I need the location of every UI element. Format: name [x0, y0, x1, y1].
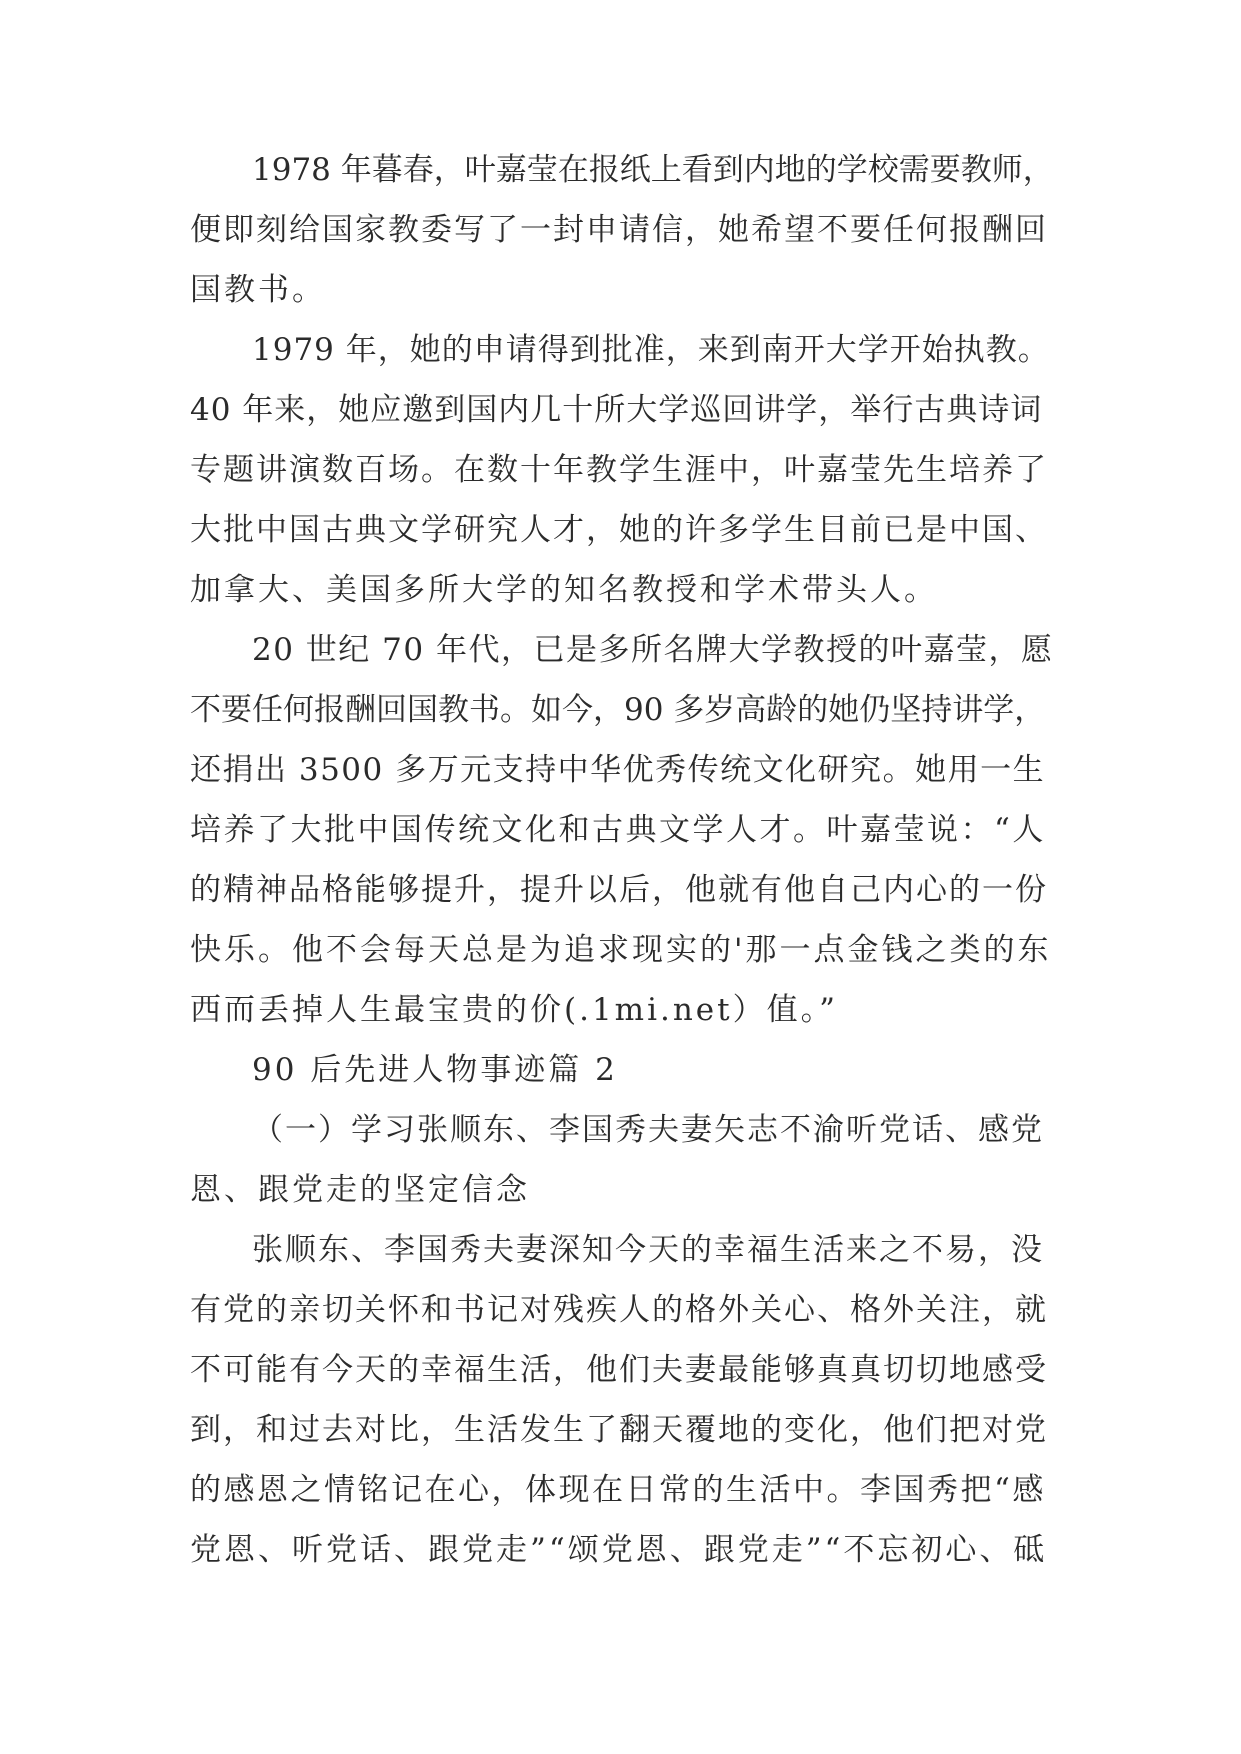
text-line: 党恩、听党话、跟党走”“颂党恩、跟党走”“不忘初心、砥: [190, 1532, 1048, 1568]
text-line: 1979 年，她的申请得到批准，来到南开大学开始执教。: [252, 332, 1050, 368]
subsection-heading: 恩、跟党走的坚定信念: [190, 1172, 530, 1208]
text-line: 的精神品格能够提升，提升以后，他就有他自己内心的一份: [190, 872, 1048, 908]
text-line: 西而丢掉人生最宝贵的价(.1mi.net）值。”: [190, 992, 838, 1028]
text-line: 20 世纪 70 年代，已是多所名牌大学教授的叶嘉莹，愿: [252, 632, 1054, 668]
text-line: 不要任何报酬回国教书。如今，90 多岁高龄的她仍坚持讲学，: [190, 692, 1046, 728]
text-line: 还捐出 3500 多万元支持中华优秀传统文化研究。她用一生: [190, 752, 1046, 788]
text-line: 快乐。他不会每天总是为追求现实的'那一点金钱之类的东: [190, 932, 1052, 968]
text-line: 到，和过去对比，生活发生了翻天覆地的变化，他们把对党: [190, 1412, 1048, 1448]
text-line: 1978 年暮春，叶嘉莹在报纸上看到内地的学校需要教师，: [252, 152, 1054, 188]
text-line: 大批中国古典文学研究人才，她的许多学生目前已是中国、: [190, 512, 1048, 548]
text-line: 张顺东、李国秀夫妻深知今天的幸福生活来之不易，没: [252, 1232, 1044, 1268]
text-line: 便即刻给国家教委写了一封申请信，她希望不要任何报酬回: [190, 212, 1048, 248]
text-line: 不可能有今天的幸福生活，他们夫妻最能够真真切切地感受: [190, 1352, 1048, 1388]
text-line: 加拿大、美国多所大学的知名教授和学术带头人。: [190, 572, 938, 608]
subsection-heading: （一）学习张顺东、李国秀夫妻矢志不渝听党话、感党: [252, 1112, 1044, 1148]
section-heading: 90 后先进人物事迹篇 2: [252, 1052, 618, 1088]
text-line: 40 年来，她应邀到国内几十所大学巡回讲学，举行古典诗词: [190, 392, 1043, 428]
text-line: 专题讲演数百场。在数十年教学生涯中，叶嘉莹先生培养了: [190, 452, 1048, 488]
text-line: 培养了大批中国传统文化和古典文学人才。叶嘉莹说：“人: [190, 812, 1046, 848]
text-line: 的感恩之情铭记在心，体现在日常的生活中。李国秀把“感: [190, 1472, 1046, 1508]
text-line: 有党的亲切关怀和书记对残疾人的格外关心、格外关注，就: [190, 1292, 1048, 1328]
text-line: 国教书。: [190, 272, 326, 308]
